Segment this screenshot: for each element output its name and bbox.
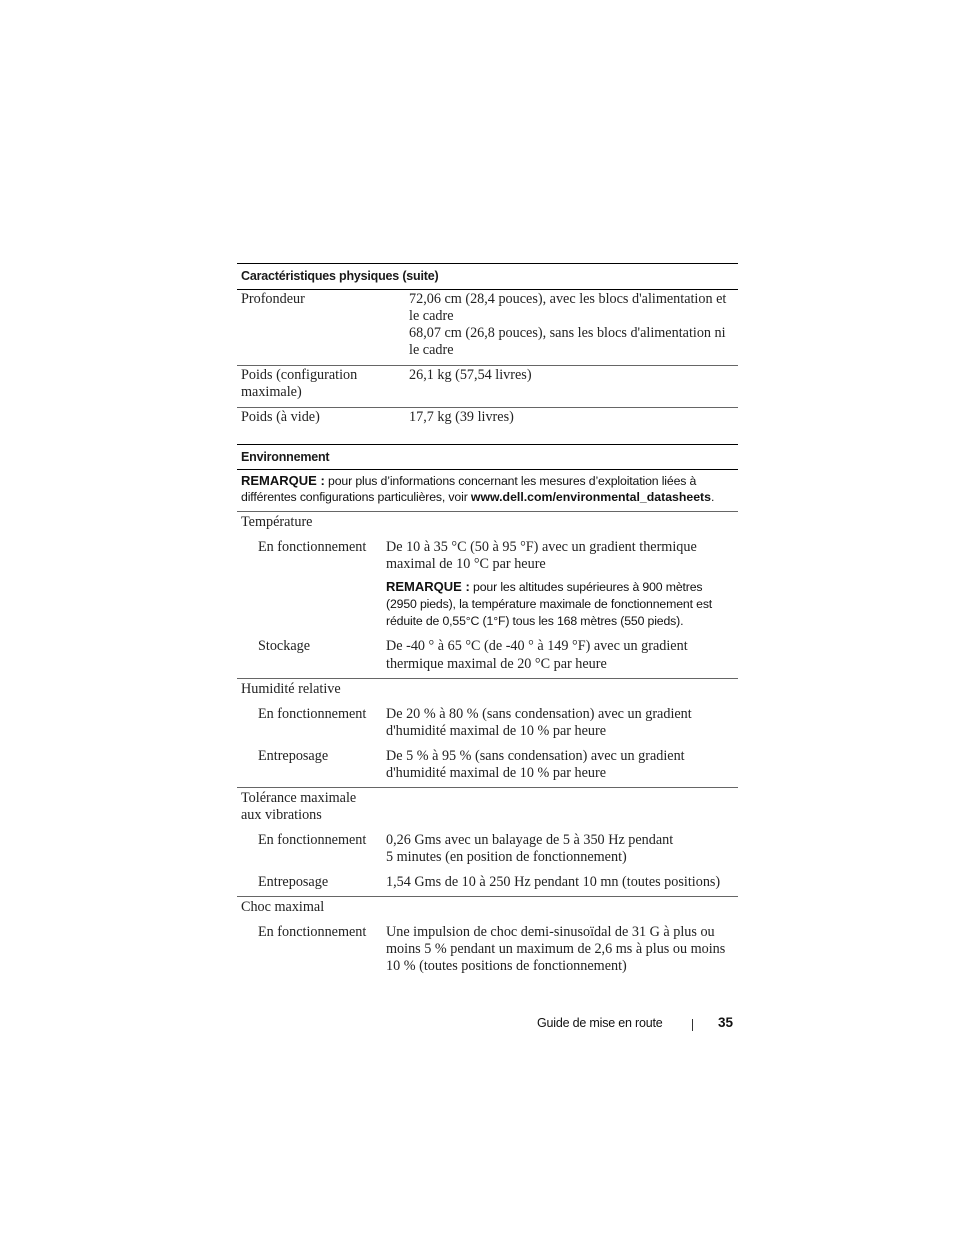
environment-note <box>241 489 714 507</box>
note-text: différentes configurations particulières, voir <box>241 490 471 504</box>
temp-storage-label: Stockage <box>258 638 311 654</box>
vibration-label: aux vibrations <box>241 807 322 823</box>
vibration-storage-value: 1,54 Gms de 10 à 250 Hz pendant 10 mn (toutes positions) <box>386 874 721 890</box>
depth-value-line: 68,07 cm (26,8 pouces), sans les blocs d'alimentation ni <box>409 325 726 341</box>
temp-storage-value: thermique maximal de 20 °C par heure <box>386 656 607 672</box>
empty-weight-value: 17,7 kg (39 livres) <box>409 409 514 425</box>
page-number: 35 <box>718 1015 734 1030</box>
vibration-operating-label: En fonctionnement <box>258 832 367 848</box>
shock-label: Choc maximal <box>241 899 325 915</box>
row-divider <box>237 787 738 788</box>
row-divider <box>237 678 738 679</box>
depth-value-line: le cadre <box>409 308 454 324</box>
footer-separator <box>692 1019 693 1031</box>
row-divider <box>237 365 738 366</box>
depth-label: Profondeur <box>241 291 305 307</box>
note-text: pour plus d’informations concernant les mesures d’exploitation liées à <box>324 474 697 488</box>
temp-operating-value: De 10 à 35 °C (50 à 95 °F) avec un gradient thermique <box>386 539 697 555</box>
max-weight-label: maximale) <box>241 384 302 400</box>
shock-operating-value: 10 % (toutes positions de fonctionnement) <box>386 958 627 974</box>
row-divider <box>237 896 738 897</box>
environment-section-title: Environnement <box>237 444 738 470</box>
temperature-note: réduite de 0,55°C (1°F) tous les 168 mètres (550 pieds). <box>386 614 684 628</box>
shock-operating-label: En fonctionnement <box>258 924 367 940</box>
vibration-operating-value: 0,26 Gms avec un balayage de 5 à 350 Hz pendant <box>386 832 674 848</box>
environment-note <box>241 472 696 491</box>
note-text: . <box>711 490 715 504</box>
max-weight-label: Poids (configuration <box>241 367 358 383</box>
temp-storage-value: De -40 ° à 65 °C (de -40 ° à 149 °F) avec un gradient <box>386 638 688 654</box>
note-label: REMARQUE : <box>386 579 470 594</box>
shock-operating-value: moins 5 % pendant un maximum de 2,6 ms à plus ou moins <box>386 941 726 957</box>
temp-operating-label: En fonctionnement <box>258 539 367 555</box>
row-divider <box>237 407 738 408</box>
note-label: REMARQUE : <box>241 473 325 488</box>
humidity-storage-value: De 5 % à 95 % (sans condensation) avec un gradient <box>386 748 685 764</box>
humidity-operating-label: En fonctionnement <box>258 706 367 722</box>
max-weight-value: 26,1 kg (57,54 livres) <box>409 367 532 383</box>
temperature-note: (2950 pieds), la température maximale de fonctionnement est <box>386 597 713 611</box>
depth-value-line: 72,06 cm (28,4 pouces), avec les blocs d'alimentation et <box>409 291 727 307</box>
note-text: pour les altitudes supérieures à 900 mètres <box>469 580 703 594</box>
physical-section-title: Caractéristiques physiques (suite) <box>237 263 738 290</box>
humidity-storage-value: d'humidité maximal de 10 % par heure <box>386 765 607 781</box>
vibration-label: Tolérance maximale <box>241 790 357 806</box>
humidity-label: Humidité relative <box>241 681 341 697</box>
depth-value-line: le cadre <box>409 342 454 358</box>
vibration-operating-value: 5 minutes (en position de fonctionnement) <box>386 849 627 865</box>
vibration-storage-label: Entreposage <box>258 874 329 890</box>
humidity-operating-value: d'humidité maximal de 10 % par heure <box>386 723 607 739</box>
humidity-operating-value: De 20 % à 80 % (sans condensation) avec un gradient <box>386 706 692 722</box>
datasheets-link[interactable]: www.dell.com/environmental_datasheets <box>470 490 711 504</box>
empty-weight-label: Poids (à vide) <box>241 409 320 425</box>
shock-operating-value: Une impulsion de choc demi-sinusoïdal de 31 G à plus ou <box>386 924 715 940</box>
temp-operating-value: maximal de 10 °C par heure <box>386 556 546 572</box>
temperature-label: Température <box>241 514 313 530</box>
temperature-note <box>386 578 702 597</box>
humidity-storage-label: Entreposage <box>258 748 329 764</box>
footer-guide-title: Guide de mise en route <box>537 1016 663 1030</box>
row-divider <box>237 511 738 512</box>
